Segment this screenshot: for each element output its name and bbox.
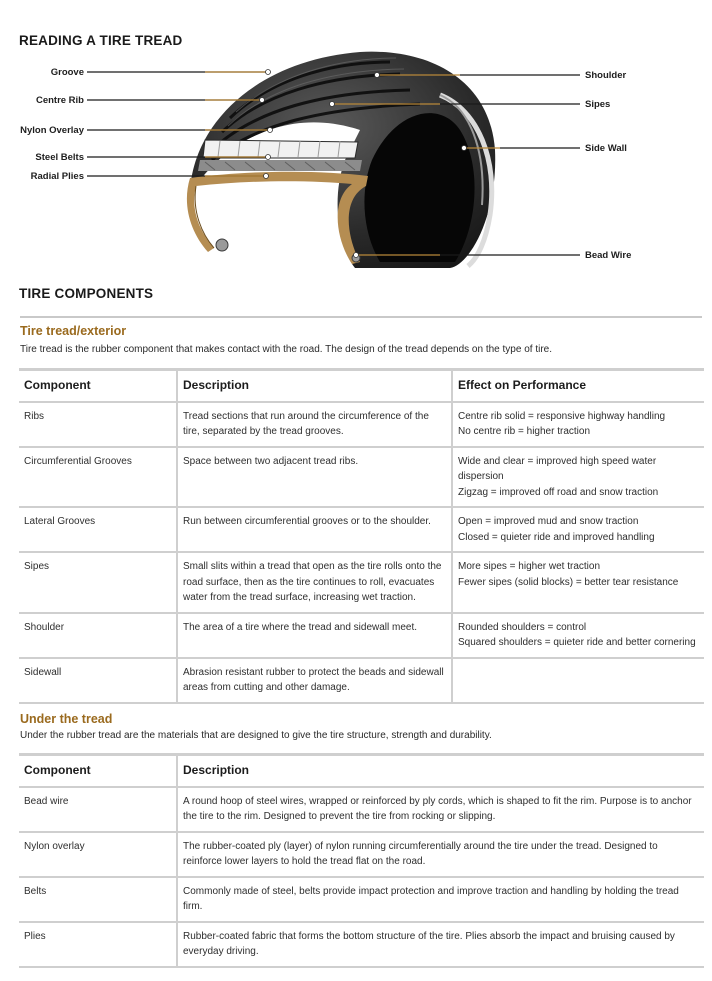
column-header: Description (177, 370, 452, 402)
effect-line: No centre rib = higher traction (458, 426, 591, 437)
description-cell: Space between two adjacent tread ribs. (177, 447, 452, 508)
effect-cell (452, 552, 704, 613)
tread-components-table (19, 368, 704, 704)
component-cell: Shoulder (19, 613, 177, 658)
effect-line: Zigzag = improved off road and snow traction (458, 486, 659, 498)
tire-illustration (187, 52, 495, 268)
divider (20, 316, 702, 318)
column-header: Effect on Performance (452, 370, 704, 402)
description-cell: Run between circumferential grooves or to the shoulder. (177, 507, 452, 552)
description-cell: A round hoop of steel wires, wrapped or reinforced by ply cords, which is shaped to fit the rim. Purpose is to anchor the tire to the rim. Designed to prevent the tire from rocking or slipping. (177, 787, 704, 832)
component-cell: Belts (19, 877, 177, 922)
table-row (19, 832, 704, 877)
label-steel-belts: Steel Belts (35, 152, 84, 163)
under-tread-components-table (19, 753, 704, 968)
description-cell: Tread sections that run around the circumference of the tire, separated by the tread grooves. (177, 402, 452, 447)
table-row (19, 613, 704, 658)
column-header: Component (19, 370, 177, 402)
component-cell: Nylon overlay (19, 832, 177, 877)
component-cell: Ribs (19, 402, 177, 447)
section-title-tread: Tire tread/exterior (20, 324, 127, 338)
section-description-tread: Tire tread is the rubber component that makes contact with the road. The design of the tread depends on the type of tire. (20, 344, 552, 355)
component-cell: Bead wire (19, 787, 177, 832)
table-header-row (19, 370, 704, 402)
effect-line: Wide and clear = improved high speed water dispersion (458, 455, 657, 482)
label-side-wall: Side Wall (585, 143, 627, 154)
description-cell: The rubber-coated ply (layer) of nylon running circumferentially around the tire under the tread. Designed to reinforce lower layers to hold the tread flat on the road. (177, 832, 704, 877)
table-row (19, 787, 704, 832)
effect-cell (452, 658, 704, 703)
component-cell: Sidewall (19, 658, 177, 703)
table-header-row (19, 755, 704, 787)
effect-cell (452, 402, 704, 447)
column-header: Description (177, 755, 704, 787)
table-row (19, 507, 704, 552)
effect-cell (452, 447, 704, 508)
label-bead-wire: Bead Wire (585, 250, 632, 261)
label-centre-rib: Centre Rib (35, 95, 84, 106)
table-row (19, 922, 704, 967)
effect-cell (452, 507, 704, 552)
table-row (19, 402, 704, 447)
component-cell: Lateral Grooves (19, 507, 177, 552)
description-cell: Rubber-coated fabric that forms the bottom structure of the tire. Plies absorb the impact and bruising caused by everyday driving. (177, 922, 704, 967)
effect-line: Closed = quieter ride and improved handling (458, 531, 655, 543)
description-cell: Abrasion resistant rubber to protect the beads and sidewall areas from cutting and other damage. (177, 658, 452, 703)
page-title: READING A TIRE TREAD (19, 33, 183, 48)
description-cell: Small slits within a tread that open as the tire rolls onto the road surface, then as the tire continues to roll, evacuates water from the tread surface, increasing wet traction. (177, 552, 452, 613)
effect-line: Centre rib solid = responsive highway handling (458, 410, 666, 422)
effect-line: Fewer sipes (solid blocks) = better tear resistance (458, 576, 679, 588)
label-sipes: Sipes (585, 99, 611, 110)
label-groove: Groove (50, 67, 84, 78)
effect-cell (452, 613, 704, 658)
component-cell: Plies (19, 922, 177, 967)
table-row (19, 877, 704, 922)
column-header: Component (19, 755, 177, 787)
table-row (19, 552, 704, 613)
tire-cross-section-diagram (0, 50, 712, 272)
component-cell: Sipes (19, 552, 177, 613)
label-radial-plies: Radial Plies (30, 171, 84, 182)
component-cell: Circumferential Grooves (19, 447, 177, 508)
table-row (19, 447, 704, 508)
description-cell: The area of a tire where the tread and sidewall meet. (177, 613, 452, 658)
label-shoulder: Shoulder (585, 70, 627, 81)
table-row (19, 658, 704, 703)
label-nylon-overlay: Nylon Overlay (20, 125, 84, 136)
section-heading-tire-components: TIRE COMPONENTS (19, 286, 154, 301)
section-description-under-tread: Under the rubber tread are the materials that are designed to give the tire structure, strength and durability. (20, 730, 492, 741)
effect-line: More sipes = higher wet traction (458, 561, 601, 572)
description-cell: Commonly made of steel, belts provide impact protection and improve traction and handling by holding the tread firm. (177, 877, 704, 922)
effect-line: Open = improved mud and snow traction (458, 516, 639, 527)
section-title-under-tread: Under the tread (20, 712, 113, 726)
effect-line: Rounded shoulders = control (458, 621, 587, 633)
effect-line: Squared shoulders = quieter ride and better cornering (458, 637, 696, 648)
